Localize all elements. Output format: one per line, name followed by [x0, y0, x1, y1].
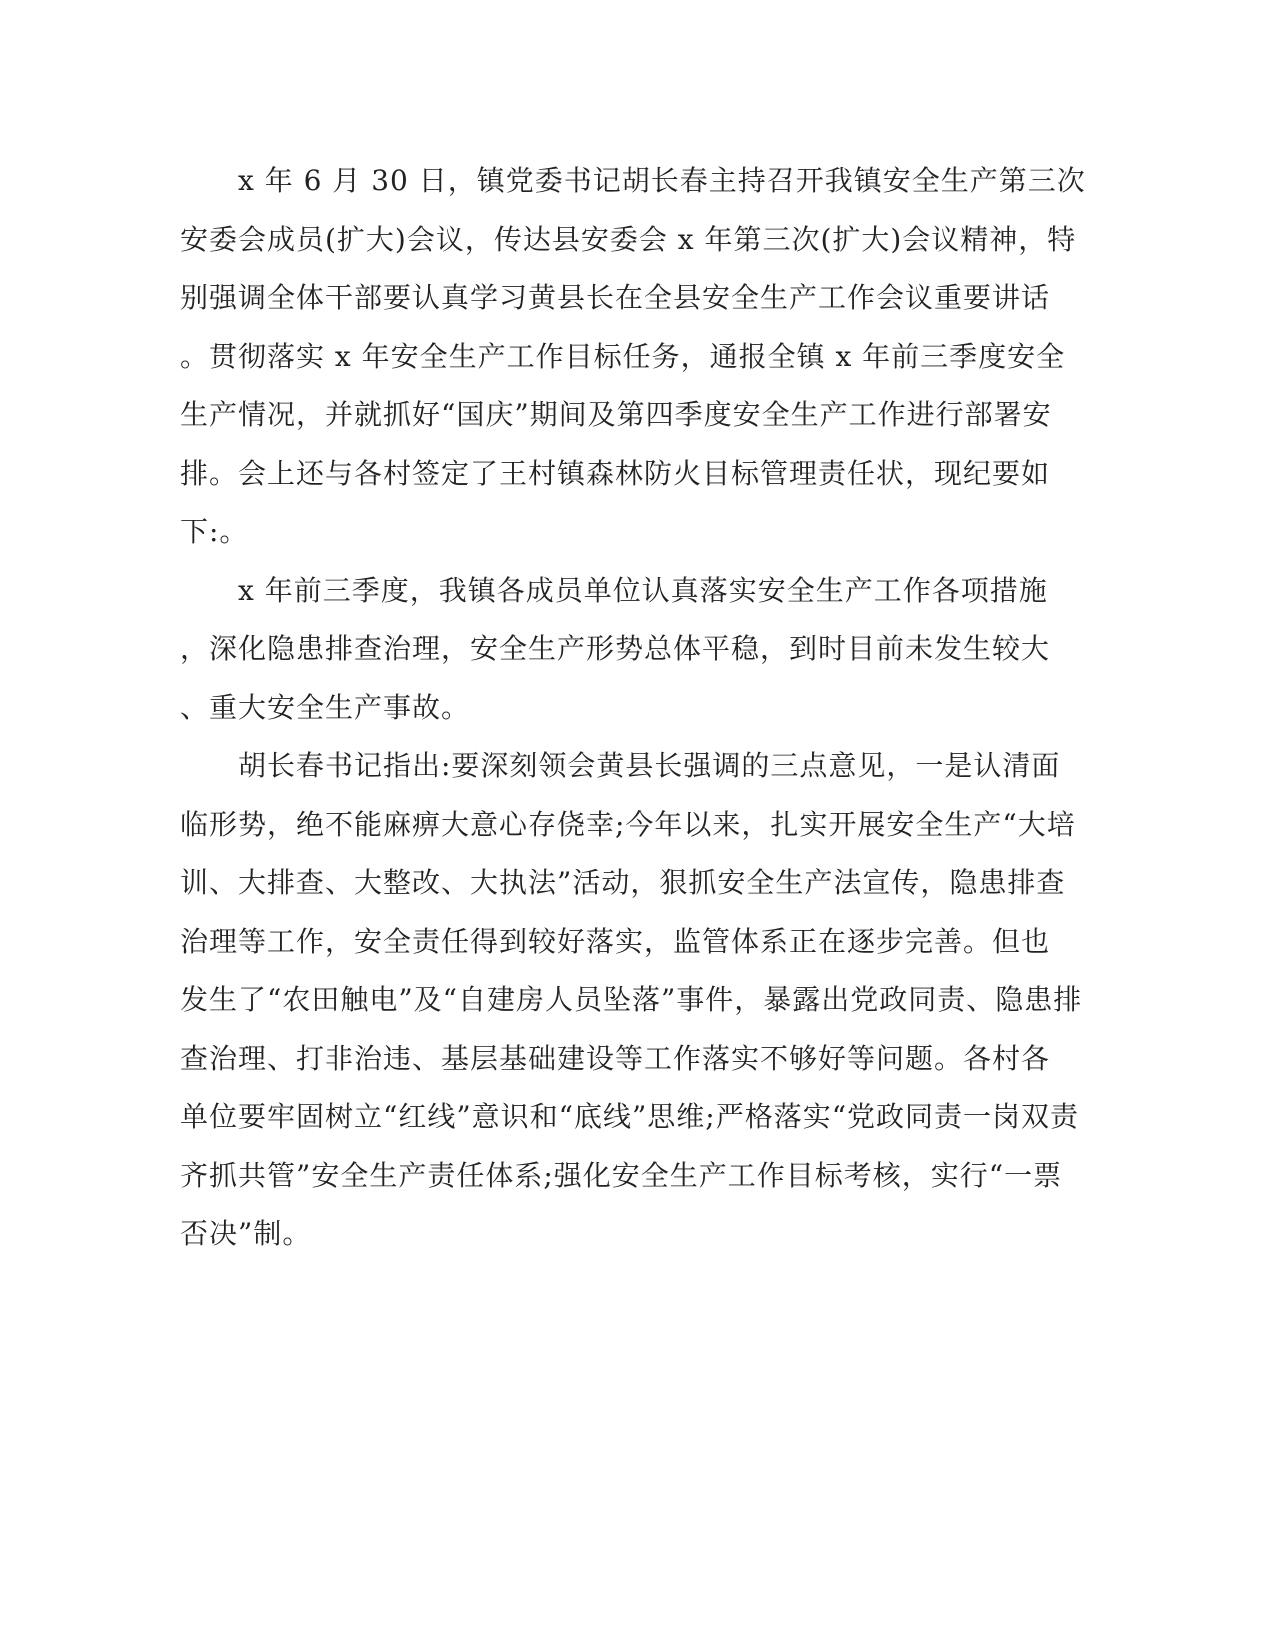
text-line: x 年前三季度，我镇各成员单位认真落实安全生产工作各项措施	[180, 573, 1048, 607]
text-line: 发生了“农田触电”及“自建房人员坠落”事件，暴露出党政同责、隐患排	[180, 983, 1083, 1016]
text-line: 生产情况，并就抓好“国庆”期间及第四季度安全生产工作进行部署安	[180, 398, 1052, 431]
text-line: 、重大安全生产事故。	[180, 690, 471, 724]
text-line: 齐抓共管”安全生产责任体系;强化安全生产工作目标考核，实行“一票	[180, 1158, 1063, 1192]
text-line: 否决”制。	[180, 1217, 312, 1250]
text-line: 下:。	[180, 515, 249, 548]
paragraph-safety-status	[180, 562, 1051, 738]
text-line: 临形势，绝不能麻痹大意心存侥幸;今年以来，扎实开展安全生产“大培	[180, 807, 1076, 841]
paragraph-secretary-remarks	[180, 737, 1083, 1264]
text-line: 排。会上还与各村签定了王村镇森林防火目标管理责任状，现纪要如	[180, 456, 1051, 490]
text-line: 治理等工作，安全责任得到较好落实，监管体系正在逐步完善。但也	[180, 924, 1051, 958]
document-body	[180, 152, 1086, 1264]
text-line: 。贯彻落实 x 年安全生产工作目标任务，通报全镇 x 年前三季度安全	[180, 339, 1066, 373]
text-line: 查治理、打非治违、基层基础建设等工作落实不够好等问题。各村各	[180, 1041, 1051, 1075]
text-line: ，深化隐患排查治理，安全生产形势总体平稳，到时目前未发生较大	[180, 632, 1051, 665]
text-line: x 年 6 月 30 日，镇党委书记胡长春主持召开我镇安全生产第三次	[180, 164, 1086, 197]
paragraph-meeting-summary	[180, 152, 1086, 562]
text-line: 单位要牢固树立“红线”意识和“底线”思维;严格落实“党政同责一岗双责	[180, 1100, 1080, 1133]
text-line: 安委会成员(扩大)会议，传达县安委会 x 年第三次(扩大)会议精神，特	[180, 222, 1077, 256]
text-line: 训、大排查、大整改、大执法”活动，狠抓安全生产法宣传，隐患排查	[180, 866, 1066, 899]
text-line: 别强调全体干部要认真学习黄县长在全县安全生产工作会议重要讲话	[180, 281, 1051, 314]
text-line: 胡长春书记指出:要深刻领会黄县长强调的三点意见，一是认清面	[180, 749, 1061, 782]
